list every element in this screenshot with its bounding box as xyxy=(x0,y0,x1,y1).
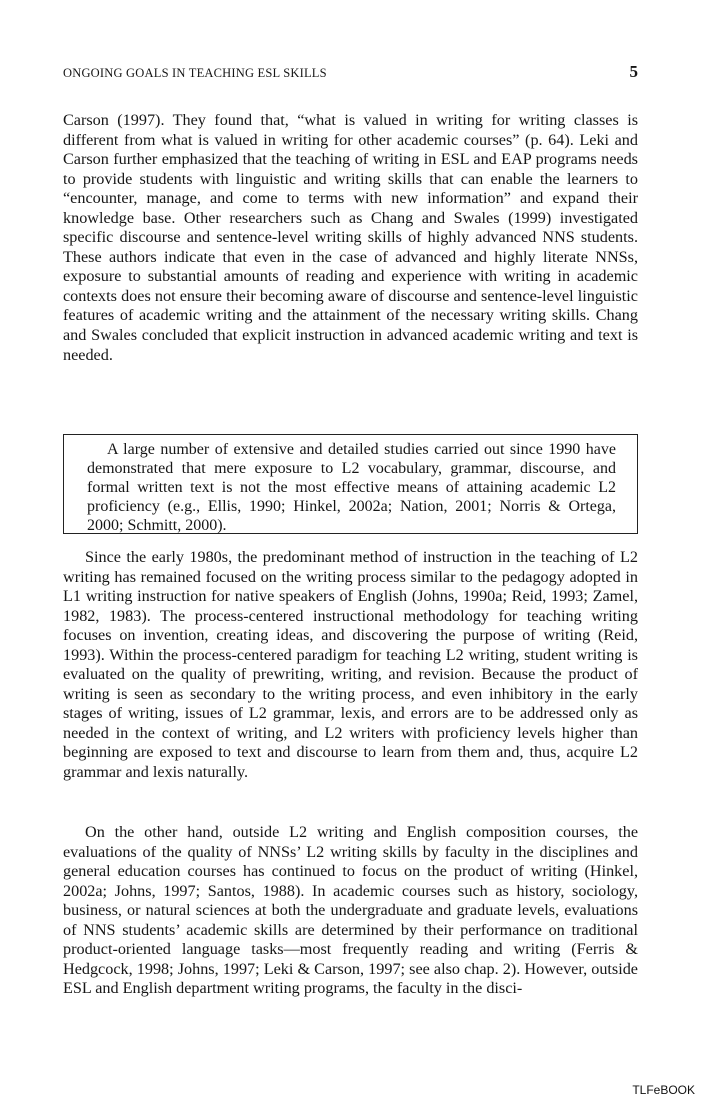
body-paragraph-1: Carson (1997). They found that, “what is valued in writing for writing classes is different from what is valued in writing for other academic courses” (p. 64). Leki and Carson further emphasized that the teaching of writing in ESL and EAP programs needs to provide students with linguistic and writing skills that can enable the learners to “encounter, manage, and come to terms with new information” and expand their knowledge base. Other researchers such as Chang and Swales (1999) investigated specific discourse and sentence-level writing skills of highly advanced NNS students. These authors indicate that even in the case of advanced and highly literate NNSs, exposure to substantial amounts of reading and experience with writing in academic contexts does not ensure their becoming aware of discourse and sentence-level linguistic features of academic writing and the attainment of the necessary writing skills. Chang and Swales concluded that explicit instruction in advanced academic writing and text is needed. xyxy=(63,111,638,364)
page-number: 5 xyxy=(629,62,638,81)
callout-box xyxy=(63,434,638,534)
page-header xyxy=(63,62,638,84)
body-paragraph-2: Since the early 1980s, the predominant method of instruction in the teaching of L2 writing has remained focused on the writing process similar to the pedagogy adopted in L1 writing instruction for native speakers of English (Johns, 1990a; Reid, 1993; Zamel, 1982, 1983). The process-centered instructional methodology for teaching writing focuses on invention, creating ideas, and discovering the purpose of writing (Reid, 1993). Within the process-centered paradigm for teaching L2 writing, student writing is evaluated on the quality of prewriting, writing, and revision. Because the product of writing is seen as secondary to the writing process, and even inhibitory in the early stages of writing, issues of L2 grammar, lexis, and errors are to be addressed only as needed in the context of writing, and L2 writers with proficiency levels higher than beginning are exposed to text and discourse to learn from them and, thus, acquire L2 grammar and lexis naturally. xyxy=(63,548,638,782)
callout-text: A large number of extensive and detailed studies carried out since 1990 have demonstrated that mere exposure to L2 vocabulary, grammar, discourse, and formal written text is not the most effective means of attaining academic L2 proficiency (e.g., Ellis, 1990; Hinkel, 2002a; Nation, 2001; Norris & Ortega, 2000; Schmitt, 2000). xyxy=(87,441,616,534)
running-head: ONGOING GOALS IN TEACHING ESL SKILLS xyxy=(63,66,327,80)
body-paragraph-3: On the other hand, outside L2 writing and English composition courses, the evaluations of the quality of NNSs’ L2 writing skills by faculty in the disciplines and general education courses has continued to focus on the product of writing (Hinkel, 2002a; Johns, 1997; Santos, 1988). In academic courses such as history, sociology, business, or natural sciences at both the undergraduate and graduate levels, evaluations of NNS students’ academic skills are determined by their performance on traditional product-oriented language tasks—most frequently reading and writing (Ferris & Hedgcock, 1998; Johns, 1997; Leki & Carson, 1997; see also chap. 2). However, outside ESL and English department writing programs, the faculty in the disci- xyxy=(63,823,638,998)
footer-tag: TLFeBOOK xyxy=(632,1083,695,1097)
